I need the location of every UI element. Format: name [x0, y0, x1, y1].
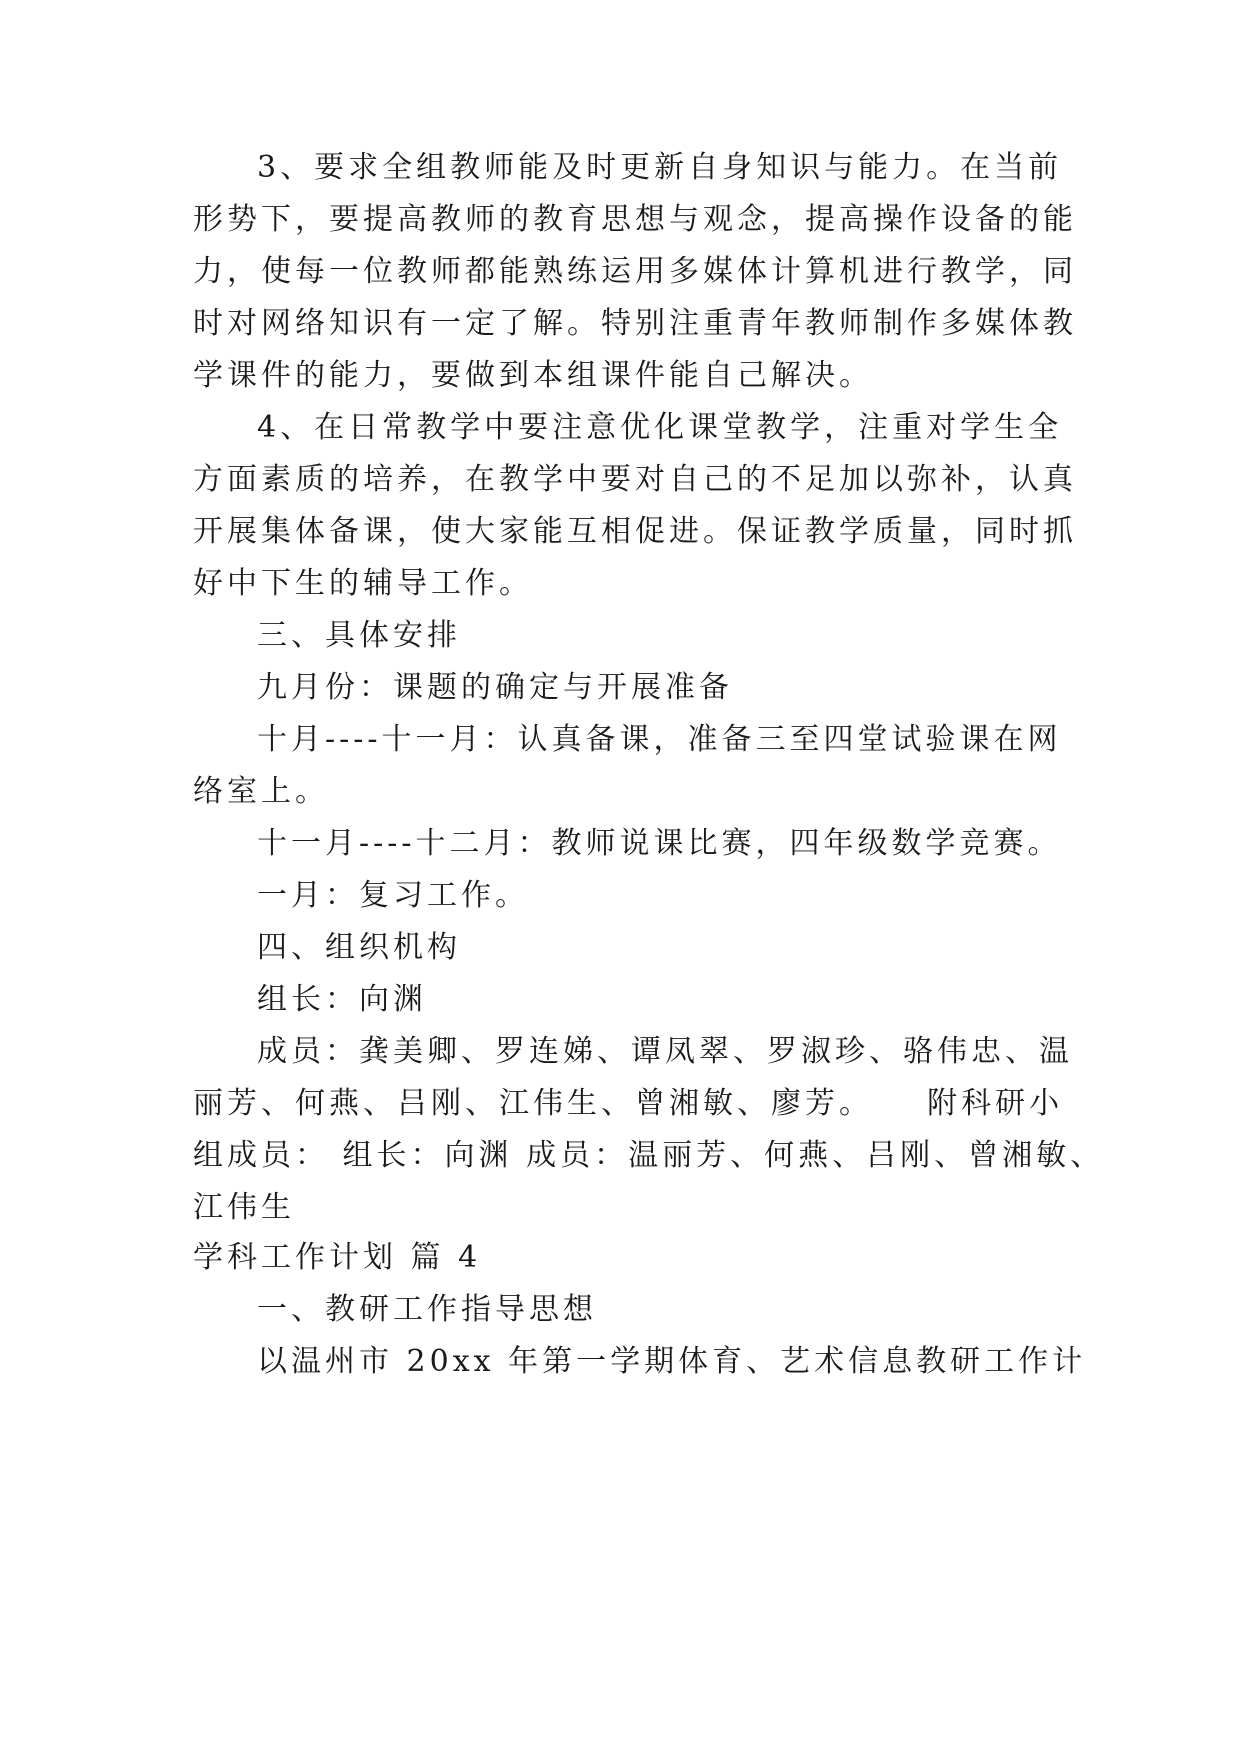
org-members-continued: 丽芳、何燕、吕刚、江伟生、曾湘敏、廖芳。 附科研小 — [193, 1086, 1064, 1121]
schedule-item: 九月份：课题的确定与开展准备 — [257, 670, 733, 705]
schedule-item: 十一月----十二月：教师说课比赛，四年级数学竞赛。 — [257, 826, 1062, 861]
paragraph-line: 4、在日常教学中要注意优化课堂教学，注重对学生全 — [257, 410, 1063, 445]
section-heading: 一、教研工作指导思想 — [257, 1292, 597, 1327]
paragraph-line: 力，使每一位教师都能熟练运用多媒体计算机进行教学，同 — [193, 254, 1077, 289]
schedule-item: 一月：复习工作。 — [257, 878, 529, 913]
org-leader: 组长：向渊 — [257, 982, 427, 1017]
paragraph-line: 开展集体备课，使大家能互相促进。保证教学质量，同时抓 — [193, 514, 1077, 549]
paragraph-line: 形势下，要提高教师的教育思想与观念，提高操作设备的能 — [193, 202, 1077, 237]
section-heading: 四、组织机构 — [257, 930, 461, 965]
org-members-continued: 组成员： 组长：向渊 成员：温丽芳、何燕、吕刚、曾湘敏、 — [193, 1138, 1105, 1173]
paragraph-line: 好中下生的辅导工作。 — [193, 566, 533, 601]
section-heading: 三、具体安排 — [257, 618, 461, 653]
org-members-continued: 江伟生 — [193, 1190, 295, 1225]
article-title: 学科工作计划 篇 4 — [193, 1240, 482, 1275]
paragraph-line: 学课件的能力，要做到本组课件能自己解决。 — [193, 358, 873, 393]
paragraph-line: 以温州市 20xx 年第一学期体育、艺术信息教研工作计 — [257, 1344, 1087, 1379]
paragraph-line: 方面素质的培养，在教学中要对自己的不足加以弥补，认真 — [193, 462, 1077, 497]
schedule-item-continued: 络室上。 — [193, 774, 329, 809]
org-members: 成员：龚美卿、罗连娣、谭凤翠、罗淑珍、骆伟忠、温 — [257, 1034, 1073, 1069]
paragraph-line: 3、要求全组教师能及时更新自身知识与能力。在当前 — [257, 150, 1063, 185]
schedule-item: 十月----十一月：认真备课，准备三至四堂试验课在网 — [257, 722, 1062, 757]
paragraph-line: 时对网络知识有一定了解。特别注重青年教师制作多媒体教 — [193, 306, 1077, 341]
